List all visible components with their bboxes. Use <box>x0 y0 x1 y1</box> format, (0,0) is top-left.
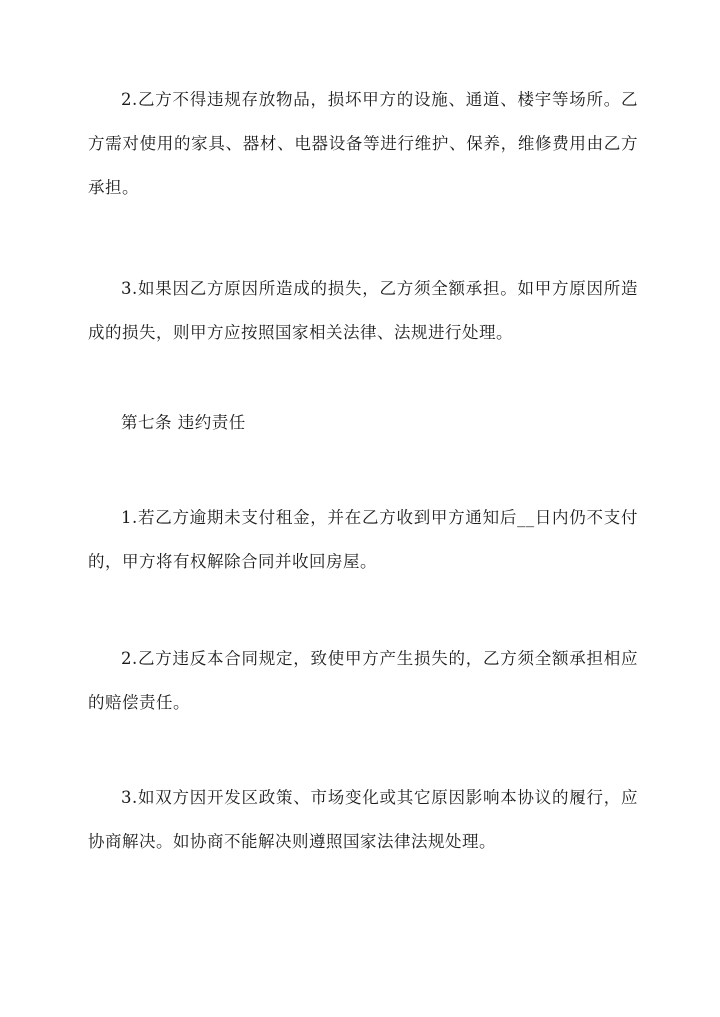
clause-3-loss-liability: 3.如果因乙方原因所造成的损失，乙方须全额承担。如甲方原因所造成的损失，则甲方应按照国家相关法律、法规进行处理。 <box>88 279 638 342</box>
clause-2-breach-compensation: 2.乙方违反本合同规定，致使甲方产生损失的，乙方须全额承担相应的赔偿责任。 <box>88 649 638 712</box>
section-heading-article-7: 第七条 违约责任 <box>121 413 246 432</box>
clause-3-force-majeure: 3.如双方因开发区政策、市场变化或其它原因影响本协议的履行，应协商解决。如协商不能解决则遵照国家法律法规处理。 <box>88 788 638 851</box>
clause-1-overdue-rent: 1.若乙方逾期未支付租金，并在乙方收到甲方通知后__日内仍不支付的，甲方将有权解除合同并收回房屋。 <box>88 508 638 571</box>
clause-2-storage-maintenance: 2.乙方不得违规存放物品，损坏甲方的设施、通道、楼宇等场所。乙方需对使用的家具、器材、电器设备等进行维护、保养，维修费用由乙方承担。 <box>88 90 638 197</box>
